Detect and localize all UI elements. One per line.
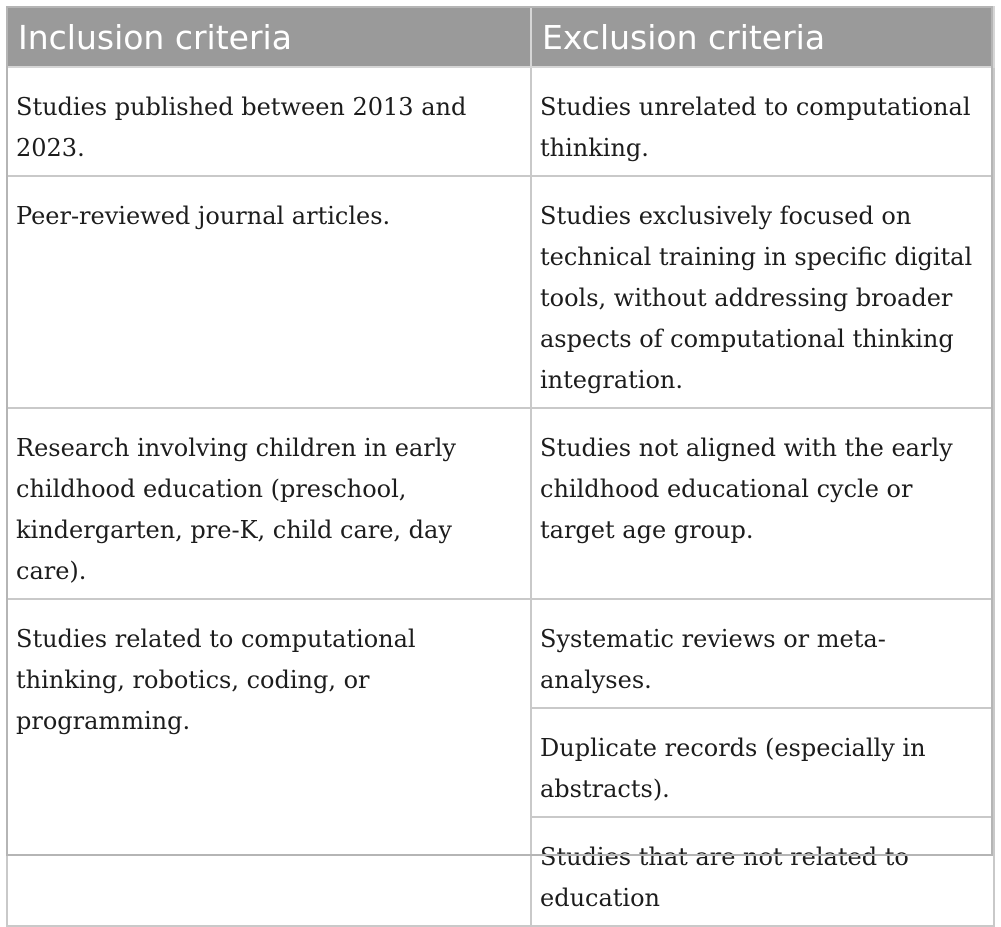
inclusion-criteria-header: Inclusion criteria	[7, 7, 531, 67]
table-row	[7, 408, 994, 599]
table-body	[7, 67, 994, 926]
exclusion-cell: Systematic reviews or meta-analyses.	[531, 599, 994, 708]
exclusion-criteria-header: Exclusion criteria	[531, 7, 994, 67]
table-row	[7, 599, 994, 708]
table-row	[7, 176, 994, 408]
inclusion-cell: Studies related to computational thinking, robotics, coding, or programming.	[7, 599, 531, 926]
exclusion-cell: Studies that are not related to education	[531, 817, 994, 926]
header-row	[7, 7, 994, 67]
exclusion-cell: Studies exclusively focused on technical training in specific digital tools, without addressing broader aspects of computational thinking integration.	[531, 176, 994, 408]
inclusion-cell: Research involving children in early childhood education (preschool, kindergarten, pre-K, child care, day care).	[7, 408, 531, 599]
table-row	[7, 67, 994, 176]
inclusion-cell: Studies published between 2013 and 2023.	[7, 67, 531, 176]
exclusion-cell: Duplicate records (especially in abstracts).	[531, 708, 994, 817]
exclusion-cell: Studies not aligned with the early childhood educational cycle or target age group.	[531, 408, 994, 599]
inclusion-cell: Peer-reviewed journal articles.	[7, 176, 531, 408]
criteria-table	[6, 6, 995, 927]
exclusion-cell: Studies unrelated to computational thinking.	[531, 67, 994, 176]
table-header	[7, 7, 994, 67]
